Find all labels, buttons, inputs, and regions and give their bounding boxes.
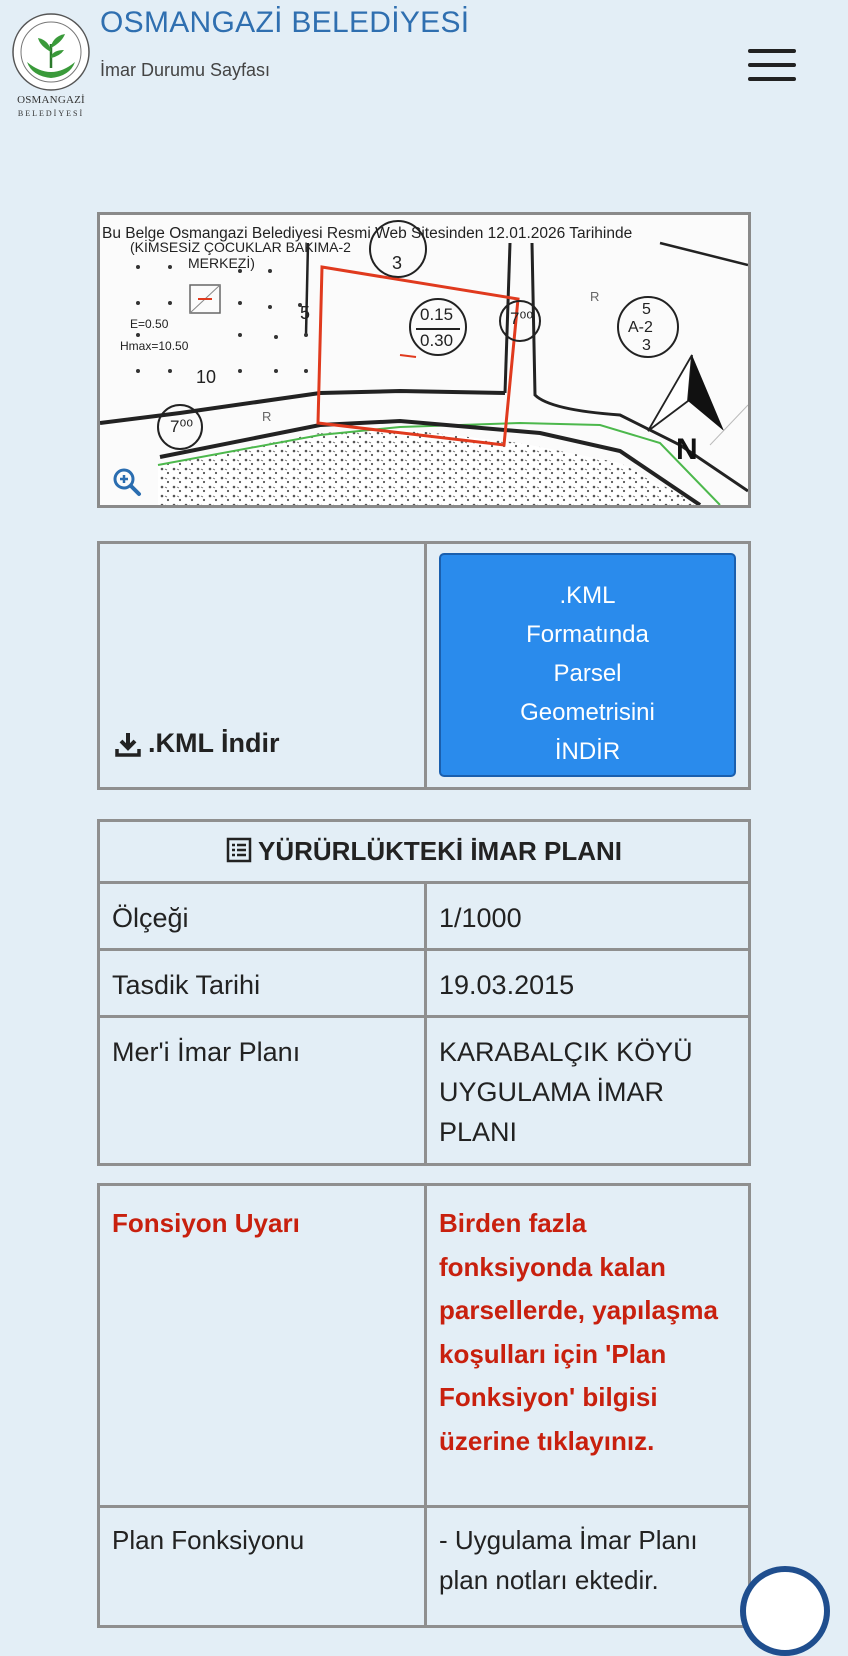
kml-button-line: Parsel xyxy=(553,659,622,687)
zoning-map[interactable] xyxy=(97,212,751,508)
logo-emblem-icon xyxy=(10,10,92,94)
site-header xyxy=(0,0,848,135)
function-warning-label: Fonsiyon Uyarı xyxy=(99,1185,426,1507)
scale-value: 1/1000 xyxy=(426,883,750,950)
map-a-bot: 3 xyxy=(642,337,651,354)
download-icon xyxy=(114,730,142,758)
map-label-e: E=0.50 xyxy=(130,317,169,331)
current-plan-label: Mer'i İmar Planı xyxy=(99,1017,426,1165)
map-circle-top: 3 xyxy=(392,253,403,273)
kml-download-label: .KML İndir xyxy=(148,728,280,758)
zoning-plan-heading-text: YÜRÜRLÜKTEKİ İMAR PLANI xyxy=(258,836,622,866)
table-row xyxy=(99,883,750,950)
menu-hamburger-icon[interactable] xyxy=(748,47,796,83)
page-subtitle: İmar Durumu Sayfası xyxy=(100,60,271,80)
table-row xyxy=(99,1185,750,1507)
map-ratio-bottom: 0.30 xyxy=(420,331,454,350)
table-row xyxy=(99,950,750,1017)
kml-download-cell xyxy=(99,543,426,789)
list-icon xyxy=(226,837,252,863)
table-row xyxy=(99,1017,750,1165)
kml-button-cell xyxy=(426,543,750,789)
map-label-hmax: Hmax=10.50 xyxy=(120,339,189,353)
approval-date-label: Tasdik Tarihi xyxy=(99,950,426,1017)
function-table xyxy=(97,1183,751,1628)
logo-text-name: OSMANGAZİ xyxy=(17,94,85,106)
zoning-plan-heading xyxy=(99,821,750,883)
map-a-mid: A-2 xyxy=(628,319,653,336)
map-watermark-caption: Bu Belge Osmangazi Belediyesi Resmi Web Sitesinden 12.01.2026 Tarihinde xyxy=(102,225,633,242)
kml-button-line: İNDİR xyxy=(554,737,621,765)
scale-label: Ölçeği xyxy=(99,883,426,950)
accessibility-badge-icon[interactable] xyxy=(740,1566,830,1656)
map-a-top: 5 xyxy=(642,301,651,318)
approval-date-value: 19.03.2015 xyxy=(426,950,750,1017)
osmangazi-logo[interactable] xyxy=(10,10,92,122)
map-road-right: 7⁰⁰ xyxy=(510,309,534,328)
table-row xyxy=(99,1507,750,1627)
site-title[interactable]: OSMANGAZİ BELEDİYESİ xyxy=(100,6,470,39)
function-warning-text: Birden fazla fonksiyonda kalan parsellerde, yapılaşma koşulları için 'Plan Fonksiyon' bilgisi üzerine tıklayınız. xyxy=(426,1185,750,1507)
kml-button-line: .KML xyxy=(559,581,616,609)
map-r2: R xyxy=(262,409,272,424)
map-r1: R xyxy=(590,289,600,304)
kml-download-link[interactable] xyxy=(114,728,280,759)
map-road-left: 7⁰⁰ xyxy=(170,417,194,436)
zoning-plan-table xyxy=(97,819,751,1166)
plan-function-label: Plan Fonksiyonu xyxy=(99,1507,426,1627)
kml-parcel-download-button[interactable] xyxy=(439,553,736,777)
map-label-merkezi: MERKEZİ) xyxy=(188,255,255,271)
current-plan-value: KARABALÇIK KÖYÜ UYGULAMA İMAR PLANI xyxy=(426,1017,750,1165)
map-label-5: 5 xyxy=(300,303,311,323)
kml-download-table xyxy=(97,541,751,790)
plan-function-value[interactable]: - Uygulama İmar Planı plan notları ektedir. xyxy=(426,1507,750,1627)
kml-button-line: Geometrisini xyxy=(520,698,655,726)
map-label-top: (KİMSESİZ ÇOCUKLAR BAKIMA-2 xyxy=(130,239,351,255)
map-ratio-top: 0.15 xyxy=(420,305,454,324)
zoom-in-icon[interactable] xyxy=(112,467,142,497)
map-north: N xyxy=(676,433,698,466)
map-label-10: 10 xyxy=(196,367,217,387)
logo-text-belediye: BELEDİYESİ xyxy=(17,109,85,118)
kml-button-line: Formatında xyxy=(526,620,649,648)
